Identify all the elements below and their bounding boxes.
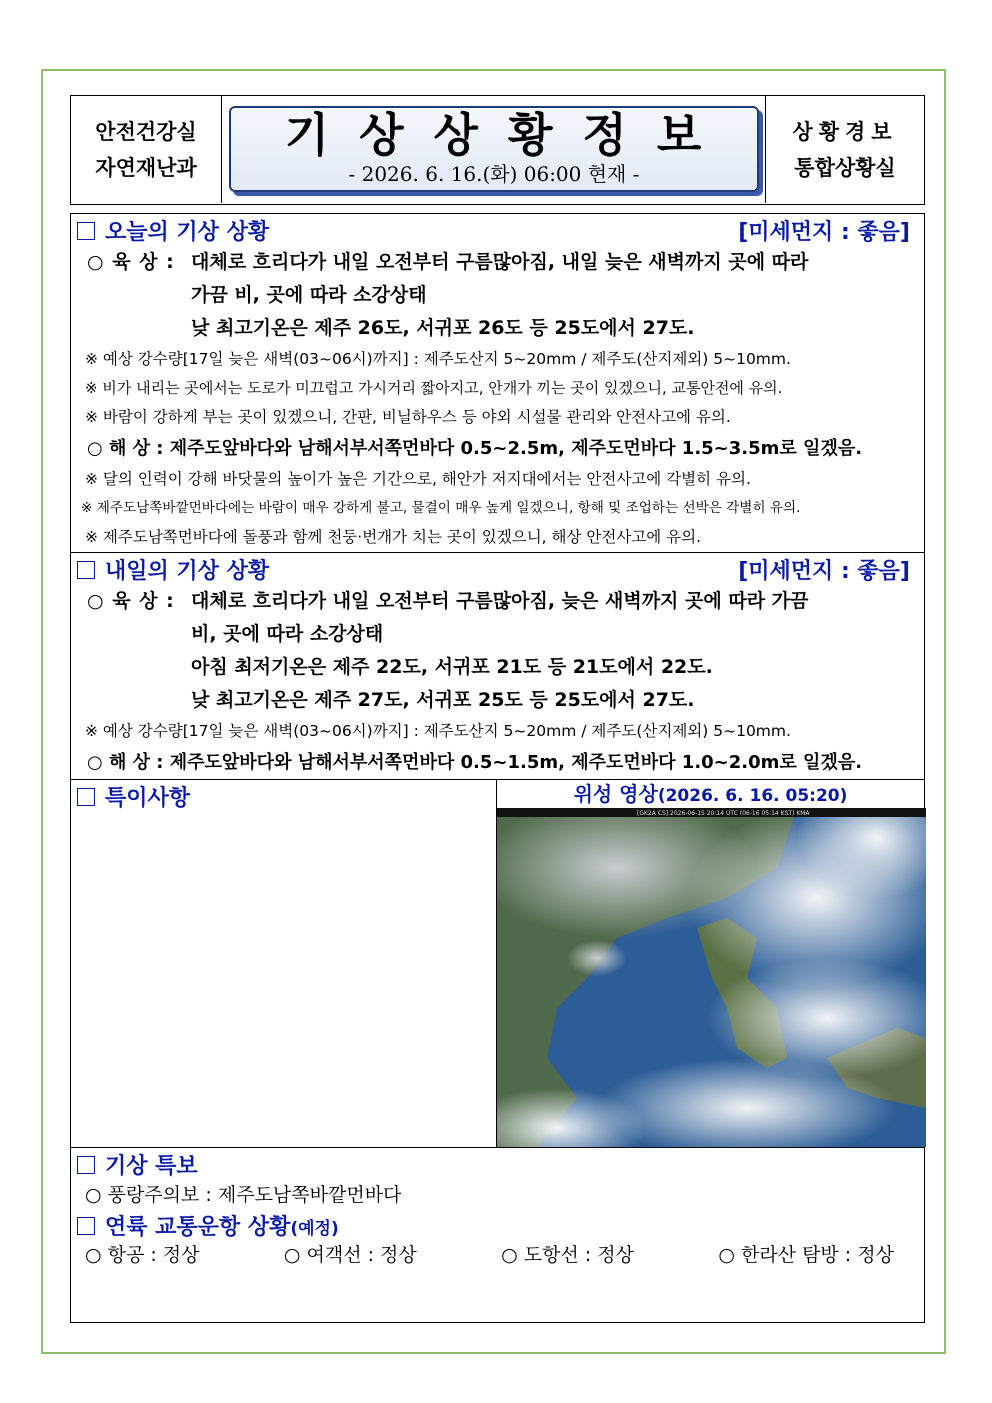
warning-title: 기상 특보	[105, 1153, 198, 1179]
tomorrow-land-line1	[71, 585, 924, 618]
warning-section-header	[71, 1148, 924, 1180]
tomorrow-land-text1: 대체로 흐리다가 내일 오전부터 구름많아짐, 늦은 새벽까지 곳에 따라 가끔	[191, 590, 809, 612]
air-status: ○ 항공 : 정상	[85, 1244, 200, 1266]
main-table	[70, 213, 925, 1323]
traffic-status-row	[71, 1240, 924, 1270]
tomorrow-land-line4: 낮 최고기온은 제주 27도, 서귀포 25도 등 25도에서 27도.	[191, 689, 695, 711]
ferry-status: ○ 도항선 : 정상	[501, 1244, 634, 1266]
checkbox-icon	[77, 222, 95, 240]
tomorrow-dust-status: [미세먼지 : 좋음]	[738, 558, 910, 584]
land-label: ○ 육 상 :	[87, 590, 175, 612]
checkbox-icon	[77, 1156, 95, 1174]
special-row	[71, 779, 924, 1147]
today-sea-line: ○ 해 상 : 제주도앞바다와 남해서부서쪽먼바다 0.5~2.5m, 제주도먼바다 1.5~3.5m로 일겠음.	[87, 438, 863, 459]
today-land-line3: 낮 최고기온은 제주 26도, 서귀포 26도 등 25도에서 27도.	[191, 317, 695, 339]
today-dust-status: [미세먼지 : 좋음]	[738, 219, 910, 245]
today-land-line2: 가끔 비, 곳에 따라 소강상태	[191, 284, 427, 306]
office-line1: 상황경보	[792, 119, 898, 144]
today-note-wind: ※ 바람이 강하게 부는 곳이 있겠으니, 간판, 비닐하우스 등 야외 시설물 관리와 안전사고에 유의.	[85, 408, 731, 426]
tomorrow-sea-line: ○ 해 상 : 제주도앞바다와 남해서부서쪽먼바다 0.5~1.5m, 제주도먼바다 1.0~2.0m로 일겠음.	[87, 752, 863, 773]
tomorrow-section-header	[71, 553, 924, 585]
ship-status: ○ 여객선 : 정상	[283, 1244, 417, 1266]
tomorrow-title: 내일의 기상 상황	[105, 558, 270, 584]
special-title: 특이사항	[105, 785, 191, 811]
tomorrow-note-precip: ※ 예상 강수량[17일 늦은 새벽(03~06시)까지] : 제주도산지 5~20mm / 제주도(산지제외) 5~10mm.	[85, 722, 791, 740]
today-note-offshore: ※ 제주도남쪽바깥먼바다에는 바람이 매우 강하게 불고, 물결이 매우 높게 일겠으니, 항해 및 조업하는 선박은 각별히 유의.	[81, 500, 801, 516]
checkbox-icon	[77, 788, 95, 806]
satellite-title	[497, 780, 924, 810]
today-note-precip: ※ 예상 강수량[17일 늦은 새벽(03~06시)까지] : 제주도산지 5~20mm / 제주도(산지제외) 5~10mm.	[85, 350, 791, 368]
today-section-header	[71, 214, 924, 246]
department-line1: 안전건강실	[95, 119, 197, 144]
title-box	[229, 106, 759, 192]
today-note-road: ※ 비가 내리는 곳에서는 도로가 미끄럽고 가시거리 짧아지고, 안개가 끼는 곳이 있겠으니, 교통안전에 유의.	[85, 379, 783, 397]
today-note-thunder: ※ 제주도남쪽먼바다에 돌풍과 함께 천둥·번개가 치는 곳이 있겠으니, 해상 안전사고에 유의.	[85, 528, 702, 546]
checkbox-icon	[77, 1217, 95, 1235]
tomorrow-land-line2: 비, 곳에 따라 소강상태	[191, 623, 384, 645]
today-title: 오늘의 기상 상황	[105, 219, 270, 245]
satellite-time: (2026. 6. 16. 05:20)	[657, 786, 848, 806]
special-notes-cell	[71, 780, 497, 1147]
satellite-image	[497, 808, 926, 1147]
today-land-text1: 대체로 흐리다가 내일 오전부터 구름많아짐, 내일 늦은 새벽까지 곳에 따라	[191, 251, 809, 273]
checkbox-icon	[77, 561, 95, 579]
department-cell	[71, 96, 222, 203]
report-date: - 2026. 6. 16.(화) 06:00 현재 -	[348, 162, 640, 186]
satellite-map-graphic	[497, 808, 926, 1147]
warning-item: ○ 풍랑주의보 : 제주도남쪽바깥먼바다	[85, 1184, 402, 1206]
tomorrow-land-line3: 아침 최저기온은 제주 22도, 서귀포 21도 등 21도에서 22도.	[191, 656, 713, 678]
satellite-caption: [GK2A CS] 2026-06-15 20:14 UTC (06-16 05:14 KST) KMA	[637, 810, 810, 817]
hallasan-status: ○ 한라산 탐방 : 정상	[718, 1244, 894, 1266]
header	[70, 95, 925, 205]
traffic-title-suffix: (예정)	[290, 1218, 339, 1239]
traffic-title: 연륙 교통운항 상황	[105, 1214, 291, 1240]
land-label: ○ 육 상 :	[87, 251, 175, 273]
office-line2: 통합상황실	[794, 155, 896, 180]
today-note-tide: ※ 달의 인력이 강해 바닷물의 높이가 높은 기간으로, 해안가 저지대에서는 안전사고에 각별히 유의.	[85, 470, 751, 488]
traffic-section-header	[71, 1210, 924, 1240]
page-title: 기상상황정보	[284, 108, 732, 162]
office-cell	[765, 96, 924, 203]
satellite-title-text: 위성 영상	[573, 782, 658, 806]
today-land-line1	[71, 246, 924, 279]
special-section-header	[71, 780, 496, 812]
department-line2: 자연재난과	[95, 155, 197, 180]
satellite-cell	[497, 780, 924, 1147]
